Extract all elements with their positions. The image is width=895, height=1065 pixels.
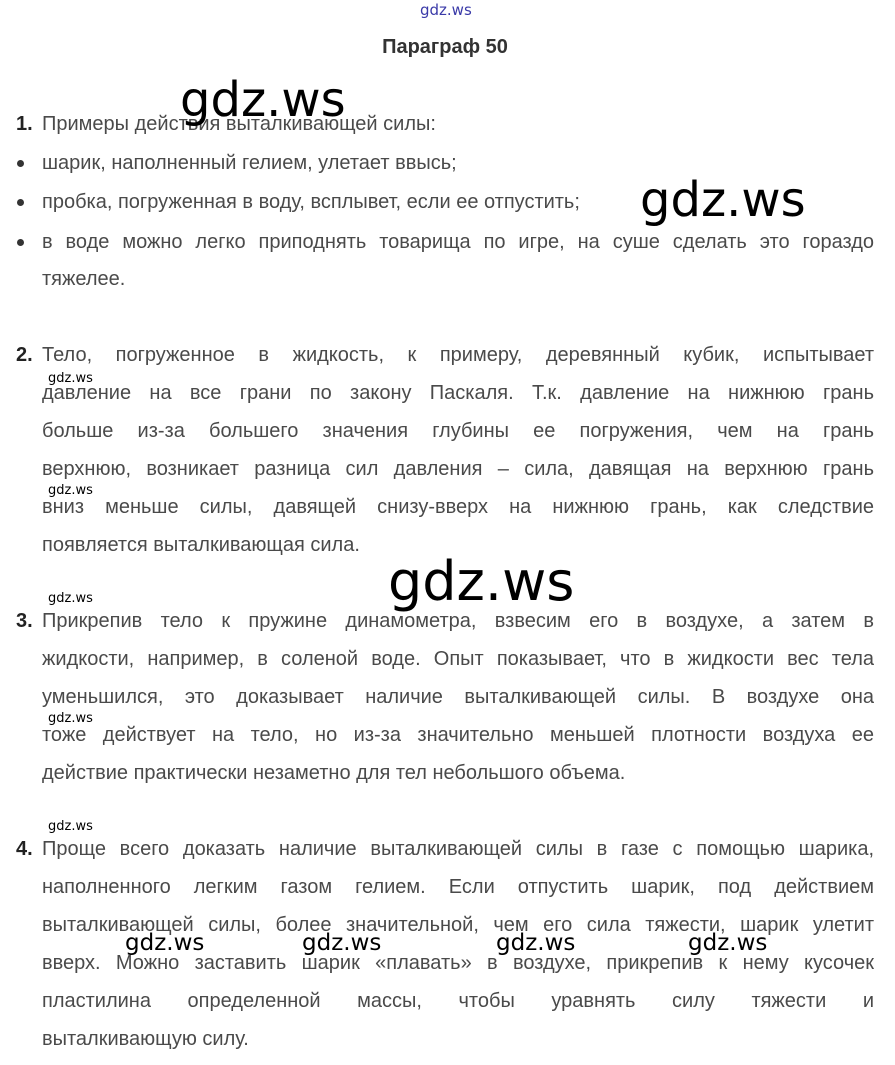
watermark: gdz.ws — [496, 930, 576, 956]
item-2-line: верхнюю, возникает разница сил давления – сила, давящая на верхнюю грань — [42, 458, 874, 480]
watermark: gdz.ws — [688, 930, 768, 956]
bullet-dot — [17, 160, 24, 167]
watermark: gdz.ws — [388, 550, 575, 613]
item-3-line: Прикрепив тело к пружине динамометра, взвесим его в воздухе, а затем в — [42, 610, 874, 632]
watermark-top: gdz.ws — [420, 1, 472, 19]
watermark: gdz.ws — [125, 930, 205, 956]
item-4-line: выталкивающую силу. — [42, 1028, 249, 1050]
item-2-line: Тело, погруженное в жидкость, к примеру, деревянный кубик, испытывает — [42, 344, 874, 366]
item-4-number: 4. — [16, 838, 33, 860]
item-2-number: 2. — [16, 344, 33, 366]
item-1-lead: Примеры действия выталкивающей силы: — [42, 113, 436, 135]
bullet-dot — [17, 199, 24, 206]
watermark: gdz.ws — [640, 172, 806, 228]
item-4-line: Проще всего доказать наличие выталкивающей силы в газе с помощью шарика, — [42, 838, 874, 860]
item-1-bullet-2: пробка, погруженная в воду, всплывет, если ее отпустить; — [42, 191, 580, 213]
watermark: gdz.ws — [302, 930, 382, 956]
watermark: gdz.ws — [48, 591, 93, 606]
item-3-line: жидкости, например, в соленой воде. Опыт показывает, что в жидкости вес тела — [42, 648, 874, 670]
item-3-line: действие практически незаметно для тел небольшого объема. — [42, 762, 626, 784]
item-4-line: пластилина определенной массы, чтобы уравнять силу тяжести и — [42, 990, 874, 1012]
watermark: gdz.ws — [48, 819, 93, 834]
item-3-number: 3. — [16, 610, 33, 632]
watermark: gdz.ws — [48, 371, 93, 386]
item-1-bullet-1: шарик, наполненный гелием, улетает ввысь; — [42, 152, 457, 174]
item-4-line: вверх. Можно заставить шарик «плавать» в воздухе, прикрепив к нему кусочек — [42, 952, 874, 974]
item-2-line: вниз меньше силы, давящей снизу-вверх на нижнюю грань, как следствие — [42, 496, 874, 518]
page-title: Параграф 50 — [382, 36, 508, 58]
watermark: gdz.ws — [48, 483, 93, 498]
bullet-dot — [17, 239, 24, 246]
item-3-line: тоже действует на тело, но из-за значительно меньшей плотности воздуха ее — [42, 724, 874, 746]
item-4-line: выталкивающей силы, более значительной, чем его сила тяжести, шарик улетит — [42, 914, 874, 936]
item-4-line: наполненного легким газом гелием. Если отпустить шарик, под действием — [42, 876, 874, 898]
item-2-line: появляется выталкивающая сила. — [42, 534, 360, 556]
item-2-line: больше из-за большего значения глубины ее погружения, чем на грань — [42, 420, 874, 442]
item-1-number: 1. — [16, 113, 33, 135]
watermark: gdz.ws — [180, 72, 346, 128]
item-1-bullet-3-cont: тяжелее. — [42, 268, 126, 290]
watermark: gdz.ws — [48, 711, 93, 726]
item-2-line: давление на все грани по закону Паскаля. Т.к. давление на нижнюю грань — [42, 382, 874, 404]
item-1-bullet-3: в воде можно легко приподнять товарища по игре, на суше сделать это гораздо — [42, 231, 874, 253]
item-3-line: уменьшился, это доказывает наличие выталкивающей силы. В воздухе она — [42, 686, 874, 708]
